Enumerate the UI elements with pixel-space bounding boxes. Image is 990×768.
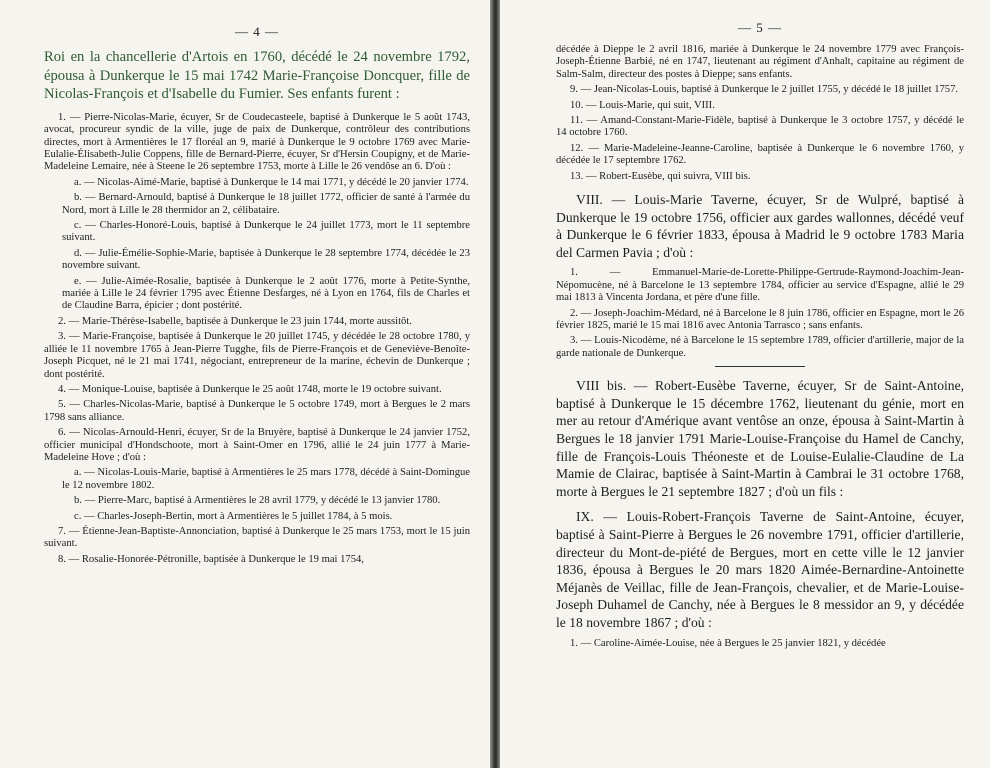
entry-9: 9. — Jean-Nicolas-Louis, baptisé à Dunkerque le 2 juillet 1755, y décédé le 18 juillet 1757.	[570, 84, 959, 96]
section-viii: VIII. — Louis-Marie Taverne, écuyer, Sr de Wulpré, baptisé à Dunkerque le 19 octobre 1756, officier aux gardes wallonnes, décédé veuf à Dunkerque le 6 février 1833, épousa à Madrid le 9 octobre 1783 Maria del Carmen Pavia ; d'où :	[556, 192, 964, 260]
entry-11: 11. — Amand-Constant-Marie-Fidèle, baptisé à Dunkerque le 3 octobre 1757, y décédé le 14 octobre 1760.	[556, 115, 964, 139]
section-ix: IX. — Louis-Robert-François Taverne de Saint-Antoine, écuyer, baptisé à Saint-Pierre à Bergues le 26 novembre 1791, officier d'artillerie, directeur du Mont-de-piété de Bergues, mort en cette ville le 12 janvier 1836, épousa à Bergues le 20 mars 1820 Aimée-Bernardine-Antoinette Méjanès de Veillac, fille de Jean-François, chevalier, et de Marie-Louise-Joseph Duhamel de Canchy, née à Bergues le 8 messidor an 9, y décédée le 18 novembre 1867 ; d'où :	[556, 509, 964, 630]
book-gutter	[490, 0, 500, 768]
entry-1e: e. — Julie-Aimée-Rosalie, baptisée à Dunkerque le 2 août 1776, morte à Petite-Synthe, mariée à Lille le 24 février 1795 avec Étienne Desfarges, né à Lyon en 1764, fils de Charles et de Claudine Barra, épicier ; dont postérité.	[62, 275, 470, 312]
section-viii-bis: VIII bis. — Robert-Eusèbe Taverne, écuyer, Sr de Saint-Antoine, baptisé à Dunkerque le 15 décembre 1762, lieutenant du génie, mort en mer au retour d'Amérique avant ventôse an onze, épousa à Saint-Martin à Bergues le 18 janvier 1791 Marie-Louise-Françoise du Hamel de Canchy, fille de François-Louis Théoneste et de Louise-Eulalie-Claudine de La Mamie de Clairac, baptisée à Saint-Martin à Cambrai le 31 octobre 1768, morte à Bergues le 21 septembre 1827 ; d'où un fils :	[556, 378, 964, 499]
entry-10: 10. — Louis-Marie, qui suit, VIII.	[570, 99, 715, 111]
entry-3: 3. — Marie-Françoise, baptisée à Dunkerque le 20 juillet 1745, y décédée le 28 octobre 1780, y alliée le 11 novembre 1765 à Jean-Pierre Tugghe, fils de Pierre-François et de Geneviève-Benoîte-Joseph Picquet, né le 21 mai 1741, négociant, entrepreneur de la marine, échevin de Dunkerque ; dont postérité.	[44, 331, 470, 380]
entry-4: 4. — Monique-Louise, baptisée à Dunkerque le 25 août 1748, morte le 19 octobre suivant.	[58, 383, 442, 395]
right-page	[500, 0, 990, 768]
left-intro-paragraph: Roi en la chancellerie d'Artois en 1760, décédé le 24 novembre 1792, épousa à Dunkerque le 15 mai 1742 Marie-Françoise Doncquer, fille de Nicolas-François et d'Isabelle du Fumier. Ses enfants furent :	[44, 49, 470, 103]
entry-8: 8. — Rosalie-Honorée-Pétronille, baptisée à Dunkerque le 19 mai 1754,	[58, 553, 364, 565]
viii-child-1: 1. — Emmanuel-Marie-de-Lorette-Philippe-Gertrude-Raymond-Joachim-Jean-Népomucène, né à Barcelone le 13 septembre 1784, officier au service d'Espagne, allié le 29 mai 1813 à Vincenta Jordana, et père d'une fille.	[556, 267, 964, 304]
entry-13: 13. — Robert-Eusèbe, qui suivra, VIII bis.	[570, 170, 751, 182]
section-divider	[715, 366, 805, 367]
entry-1c: c. — Charles-Honoré-Louis, baptisé à Dunkerque le 24 juillet 1773, mort le 11 septembre suivant.	[62, 220, 470, 244]
left-page-number: — 4 —	[235, 24, 279, 39]
ix-child-1: 1. — Caroline-Aimée-Louise, née à Bergues le 25 janvier 1821, y décédée	[570, 637, 886, 649]
entry-6c: c. — Charles-Joseph-Bertin, mort à Armentières le 5 juillet 1784, à 5 mois.	[74, 510, 393, 522]
entry-7: 7. — Étienne-Jean-Baptiste-Annonciation, baptisé à Dunkerque le 25 mars 1753, mort le 15 juin suivant.	[44, 525, 470, 550]
entry-5: 5. — Charles-Nicolas-Marie, baptisé à Dunkerque le 5 octobre 1749, mort à Bergues le 2 mars 1798 sans alliance.	[44, 399, 470, 423]
viii-child-3: 3. — Louis-Nicodème, né à Barcelone le 15 septembre 1789, officier d'artillerie, major de la garde nationale de Dunkerque.	[556, 335, 964, 359]
left-page	[0, 0, 490, 768]
entry-8-continuation: décédée à Dieppe le 2 avril 1816, mariée à Dunkerque le 24 novembre 1779 avec François-Joseph-Étienne Barbié, né en 1747, lieutenant au régiment d'Anhalt, capitaine au régiment de Salm-Salm, directeur des postes à Dieppe; sans enfants.	[556, 44, 964, 80]
entry-1a: a. — Nicolas-Aimé-Marie, baptisé à Dunkerque le 14 mai 1771, y décédé le 20 janvier 1774.	[74, 176, 469, 188]
viii-child-2: 2. — Joseph-Joachim-Médard, né à Barcelone le 8 juin 1786, officier en Espagne, mort le 26 février 1825, marié le 15 mai 1816 avec Antonia Tarrasco ; sans enfants.	[556, 307, 964, 332]
entry-6b: b. — Pierre-Marc, baptisé à Armentières le 28 avril 1779, y décédé le 13 janvier 1780.	[74, 495, 441, 507]
entry-2: 2. — Marie-Thérèse-Isabelle, baptisée à Dunkerque le 23 juin 1744, morte aussitôt.	[58, 315, 412, 327]
entry-1d: d. — Julie-Émélie-Sophie-Marie, baptisée à Dunkerque le 28 septembre 1774, décédée le 23 novembre suivant.	[62, 247, 470, 272]
entry-6a: a. — Nicolas-Louis-Marie, baptisé à Armentières le 25 mars 1778, décédé à Saint-Domingue le 12 novembre 1802.	[62, 467, 470, 491]
entry-1b: b. — Bernard-Arnould, baptisé à Dunkerque le 18 juillet 1772, officier de santé à l'armée du Nord, mort à Lille le 28 thermidor an 2, célibataire.	[62, 192, 470, 216]
entry-6: 6. — Nicolas-Arnould-Henri, écuyer, Sr de la Bruyère, baptisé à Dunkerque le 24 janvier 1752, officier municipal d'Hondschoote, mort à Saint-Omer en 1796, allié le 24 juin 1777 à Marie-Madeleine Hove ; d'où :	[44, 427, 470, 463]
entry-1: 1. — Pierre-Nicolas-Marie, écuyer, Sr de Coudecasteele, baptisé à Dunkerque le 5 août 1743, avocat, procureur syndic de la ville, juge de paix de Dunkerque, contrôleur des contributions directes, mort à Armentières le 17 floréal an 9, marié à Dunkerque le 9 octobre 1769 avec Marie-Eulalie-Élisabeth-Julie Coppens, fille de Bernard-Pierre, écuyer, Sr d'Hersin Coupigny, et de Marie-Madeleine Lemaire, née à Steene le 26 septembre 1753, morte à Lille le 26 vendôse an 6. D'où :	[44, 111, 470, 173]
right-page-number: — 5 —	[738, 20, 782, 35]
entry-12: 12. — Marie-Madeleine-Jeanne-Caroline, baptisée à Dunkerque le 6 novembre 1760, y décédée le 17 septembre 1762.	[556, 142, 964, 167]
